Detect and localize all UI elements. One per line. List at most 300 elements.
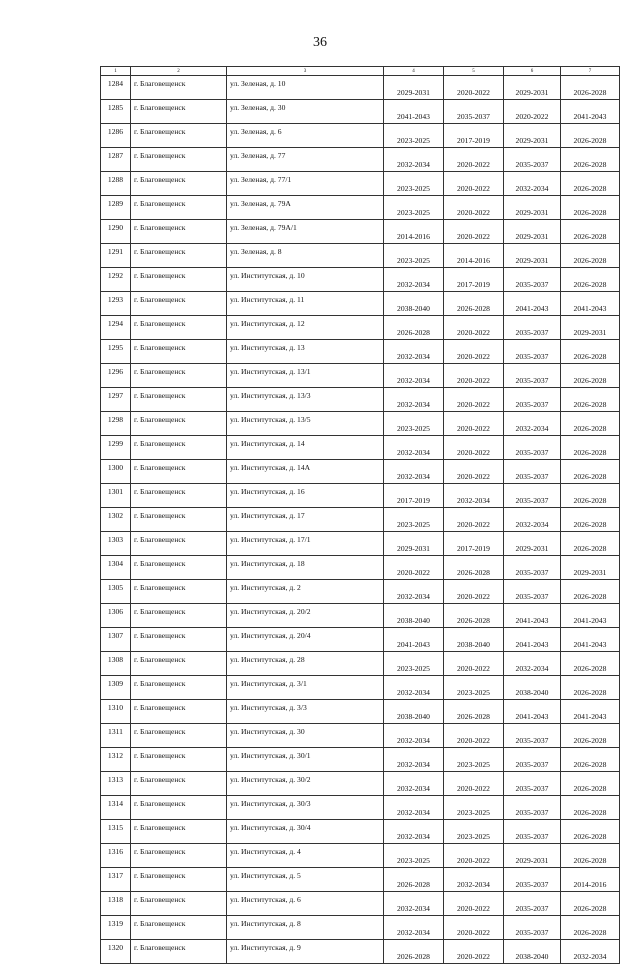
period-cell: 2020-2022	[444, 220, 504, 244]
period-cell: 2020-2022	[444, 652, 504, 676]
table-row	[101, 220, 620, 244]
period-cell: 2041-2043	[561, 292, 620, 316]
address-cell: ул. Институтская, д. 16	[227, 484, 384, 508]
period-cell: 2035-2037	[504, 724, 561, 748]
period-cell: 2023-2025	[444, 796, 504, 820]
table-row	[101, 820, 620, 844]
period-cell: 2032-2034	[384, 772, 444, 796]
row-number: 1299	[101, 436, 131, 460]
period-cell: 2023-2025	[384, 244, 444, 268]
period-cell: 2032-2034	[384, 460, 444, 484]
period-cell: 2020-2022	[444, 172, 504, 196]
page-number: 36	[313, 35, 327, 50]
period-cell: 2032-2034	[384, 748, 444, 772]
period-cell: 2041-2043	[561, 100, 620, 124]
row-number: 1297	[101, 388, 131, 412]
city-cell: г. Благовещенск	[131, 148, 227, 172]
table-row	[101, 580, 620, 604]
row-number: 1292	[101, 268, 131, 292]
period-cell: 2029-2031	[561, 556, 620, 580]
city-cell: г. Благовещенск	[131, 652, 227, 676]
period-cell: 2020-2022	[444, 196, 504, 220]
period-cell: 2026-2028	[384, 316, 444, 340]
period-cell: 2026-2028	[444, 556, 504, 580]
period-cell: 2029-2031	[504, 844, 561, 868]
column-number: 3	[227, 67, 384, 76]
table-row	[101, 172, 620, 196]
period-cell: 2020-2022	[444, 916, 504, 940]
row-number: 1298	[101, 412, 131, 436]
period-cell: 2041-2043	[384, 100, 444, 124]
column-number: 2	[131, 67, 227, 76]
table-row	[101, 76, 620, 100]
period-cell: 2026-2028	[561, 172, 620, 196]
address-cell: ул. Институтская, д. 20/4	[227, 628, 384, 652]
table-body	[101, 67, 620, 964]
city-cell: г. Благовещенск	[131, 580, 227, 604]
period-cell: 2032-2034	[384, 340, 444, 364]
period-cell: 2026-2028	[561, 820, 620, 844]
table-row	[101, 268, 620, 292]
address-cell: ул. Зеленая, д. 10	[227, 76, 384, 100]
period-cell: 2032-2034	[444, 868, 504, 892]
city-cell: г. Благовещенск	[131, 508, 227, 532]
period-cell: 2026-2028	[561, 436, 620, 460]
period-cell: 2020-2022	[444, 772, 504, 796]
row-number: 1285	[101, 100, 131, 124]
period-cell: 2035-2037	[504, 916, 561, 940]
city-cell: г. Благовещенск	[131, 556, 227, 580]
period-cell: 2026-2028	[561, 412, 620, 436]
period-cell: 2026-2028	[444, 292, 504, 316]
address-cell: ул. Институтская, д. 30/2	[227, 772, 384, 796]
table-row	[101, 772, 620, 796]
row-number: 1290	[101, 220, 131, 244]
period-cell: 2023-2025	[384, 844, 444, 868]
table-row	[101, 748, 620, 772]
row-number: 1314	[101, 796, 131, 820]
period-cell: 2041-2043	[561, 628, 620, 652]
period-cell: 2032-2034	[384, 724, 444, 748]
table-row	[101, 652, 620, 676]
city-cell: г. Благовещенск	[131, 76, 227, 100]
row-number: 1315	[101, 820, 131, 844]
period-cell: 2026-2028	[561, 388, 620, 412]
table-row	[101, 676, 620, 700]
table-row	[101, 796, 620, 820]
period-cell: 2023-2025	[384, 196, 444, 220]
address-cell: ул. Институтская, д. 13/1	[227, 364, 384, 388]
table-row	[101, 196, 620, 220]
period-cell: 2035-2037	[504, 340, 561, 364]
row-number: 1302	[101, 508, 131, 532]
period-cell: 2020-2022	[444, 76, 504, 100]
city-cell: г. Благовещенск	[131, 940, 227, 964]
period-cell: 2032-2034	[384, 916, 444, 940]
city-cell: г. Благовещенск	[131, 700, 227, 724]
city-cell: г. Благовещенск	[131, 460, 227, 484]
address-cell: ул. Институтская, д. 3/3	[227, 700, 384, 724]
period-cell: 2020-2022	[444, 508, 504, 532]
period-cell: 2035-2037	[444, 100, 504, 124]
period-cell: 2029-2031	[504, 532, 561, 556]
address-cell: ул. Институтская, д. 17/1	[227, 532, 384, 556]
period-cell: 2035-2037	[504, 868, 561, 892]
period-cell: 2032-2034	[384, 676, 444, 700]
row-number: 1301	[101, 484, 131, 508]
address-cell: ул. Зеленая, д. 30	[227, 100, 384, 124]
row-number: 1293	[101, 292, 131, 316]
period-cell: 2023-2025	[384, 508, 444, 532]
period-cell: 2023-2025	[444, 820, 504, 844]
period-cell: 2029-2031	[504, 196, 561, 220]
period-cell: 2035-2037	[504, 316, 561, 340]
table-row	[101, 916, 620, 940]
table-row	[101, 388, 620, 412]
period-cell: 2023-2025	[384, 652, 444, 676]
column-number: 6	[504, 67, 561, 76]
period-cell: 2026-2028	[384, 868, 444, 892]
period-cell: 2020-2022	[444, 436, 504, 460]
period-cell: 2023-2025	[384, 412, 444, 436]
period-cell: 2017-2019	[444, 532, 504, 556]
row-number: 1303	[101, 532, 131, 556]
row-number: 1310	[101, 700, 131, 724]
period-cell: 2020-2022	[444, 388, 504, 412]
row-number: 1305	[101, 580, 131, 604]
address-cell: ул. Институтская, д. 28	[227, 652, 384, 676]
table-row	[101, 628, 620, 652]
period-cell: 2020-2022	[444, 892, 504, 916]
table-row	[101, 700, 620, 724]
period-cell: 2020-2022	[444, 460, 504, 484]
row-number: 1284	[101, 76, 131, 100]
period-cell: 2020-2022	[444, 340, 504, 364]
period-cell: 2029-2031	[384, 532, 444, 556]
city-cell: г. Благовещенск	[131, 604, 227, 628]
period-cell: 2026-2028	[561, 532, 620, 556]
period-cell: 2029-2031	[561, 316, 620, 340]
row-number: 1312	[101, 748, 131, 772]
address-cell: ул. Институтская, д. 13/5	[227, 412, 384, 436]
table-row	[101, 604, 620, 628]
period-cell: 2026-2028	[561, 796, 620, 820]
period-cell: 2026-2028	[561, 508, 620, 532]
table-row	[101, 532, 620, 556]
table-row	[101, 124, 620, 148]
city-cell: г. Благовещенск	[131, 916, 227, 940]
period-cell: 2026-2028	[561, 748, 620, 772]
table-row	[101, 484, 620, 508]
period-cell: 2026-2028	[561, 724, 620, 748]
city-cell: г. Благовещенск	[131, 844, 227, 868]
period-cell: 2041-2043	[504, 700, 561, 724]
period-cell: 2035-2037	[504, 580, 561, 604]
period-cell: 2032-2034	[384, 892, 444, 916]
row-number: 1311	[101, 724, 131, 748]
city-cell: г. Благовещенск	[131, 220, 227, 244]
period-cell: 2026-2028	[561, 892, 620, 916]
column-number: 5	[444, 67, 504, 76]
period-cell: 2026-2028	[561, 676, 620, 700]
city-cell: г. Благовещенск	[131, 676, 227, 700]
period-cell: 2032-2034	[384, 436, 444, 460]
period-cell: 2038-2040	[384, 292, 444, 316]
row-number: 1291	[101, 244, 131, 268]
city-cell: г. Благовещенск	[131, 820, 227, 844]
row-number: 1304	[101, 556, 131, 580]
period-cell: 2032-2034	[504, 652, 561, 676]
period-cell: 2032-2034	[444, 484, 504, 508]
row-number: 1307	[101, 628, 131, 652]
address-cell: ул. Зеленая, д. 6	[227, 124, 384, 148]
row-number: 1308	[101, 652, 131, 676]
period-cell: 2023-2025	[444, 748, 504, 772]
city-cell: г. Благовещенск	[131, 892, 227, 916]
period-cell: 2032-2034	[384, 580, 444, 604]
period-cell: 2026-2028	[561, 484, 620, 508]
table-row	[101, 340, 620, 364]
column-number: 4	[384, 67, 444, 76]
city-cell: г. Благовещенск	[131, 532, 227, 556]
row-number: 1300	[101, 460, 131, 484]
address-cell: ул. Институтская, д. 17	[227, 508, 384, 532]
address-cell: ул. Институтская, д. 12	[227, 316, 384, 340]
table-row	[101, 460, 620, 484]
period-cell: 2020-2022	[444, 148, 504, 172]
period-cell: 2026-2028	[384, 940, 444, 964]
period-cell: 2032-2034	[504, 412, 561, 436]
period-cell: 2026-2028	[444, 700, 504, 724]
period-cell: 2035-2037	[504, 796, 561, 820]
row-number: 1287	[101, 148, 131, 172]
period-cell: 2026-2028	[561, 268, 620, 292]
period-cell: 2032-2034	[384, 364, 444, 388]
period-cell: 2026-2028	[561, 916, 620, 940]
period-cell: 2032-2034	[384, 268, 444, 292]
address-cell: ул. Институтская, д. 30/3	[227, 796, 384, 820]
period-cell: 2017-2019	[384, 484, 444, 508]
address-cell: ул. Институтская, д. 20/2	[227, 604, 384, 628]
row-number: 1309	[101, 676, 131, 700]
period-cell: 2020-2022	[444, 316, 504, 340]
address-cell: ул. Институтская, д. 30	[227, 724, 384, 748]
period-cell: 2017-2019	[444, 268, 504, 292]
period-cell: 2026-2028	[561, 220, 620, 244]
housing-schedule-table	[100, 66, 620, 964]
period-cell: 2038-2040	[384, 604, 444, 628]
table-row	[101, 292, 620, 316]
table-row	[101, 868, 620, 892]
period-cell: 2035-2037	[504, 556, 561, 580]
period-cell: 2026-2028	[561, 460, 620, 484]
row-number: 1296	[101, 364, 131, 388]
period-cell: 2020-2022	[444, 844, 504, 868]
address-cell: ул. Институтская, д. 30/1	[227, 748, 384, 772]
period-cell: 2035-2037	[504, 772, 561, 796]
address-cell: ул. Институтская, д. 30/4	[227, 820, 384, 844]
city-cell: г. Благовещенск	[131, 628, 227, 652]
city-cell: г. Благовещенск	[131, 364, 227, 388]
address-cell: ул. Институтская, д. 4	[227, 844, 384, 868]
period-cell: 2026-2028	[444, 604, 504, 628]
period-cell: 2035-2037	[504, 436, 561, 460]
address-cell: ул. Институтская, д. 13/3	[227, 388, 384, 412]
period-cell: 2026-2028	[561, 340, 620, 364]
table-row	[101, 844, 620, 868]
row-number: 1318	[101, 892, 131, 916]
address-cell: ул. Зеленая, д. 8	[227, 244, 384, 268]
period-cell: 2026-2028	[561, 844, 620, 868]
period-cell: 2041-2043	[384, 628, 444, 652]
period-cell: 2026-2028	[561, 244, 620, 268]
city-cell: г. Благовещенск	[131, 868, 227, 892]
period-cell: 2020-2022	[444, 940, 504, 964]
city-cell: г. Благовещенск	[131, 124, 227, 148]
city-cell: г. Благовещенск	[131, 340, 227, 364]
period-cell: 2038-2040	[384, 700, 444, 724]
row-number: 1295	[101, 340, 131, 364]
city-cell: г. Благовещенск	[131, 196, 227, 220]
row-number: 1286	[101, 124, 131, 148]
address-cell: ул. Институтская, д. 18	[227, 556, 384, 580]
address-cell: ул. Институтская, д. 13	[227, 340, 384, 364]
period-cell: 2023-2025	[384, 172, 444, 196]
table-row	[101, 724, 620, 748]
city-cell: г. Благовещенск	[131, 724, 227, 748]
row-number: 1319	[101, 916, 131, 940]
period-cell: 2032-2034	[561, 940, 620, 964]
period-cell: 2032-2034	[504, 172, 561, 196]
address-cell: ул. Зеленая, д. 77	[227, 148, 384, 172]
city-cell: г. Благовещенск	[131, 172, 227, 196]
city-cell: г. Благовещенск	[131, 436, 227, 460]
table-row	[101, 364, 620, 388]
city-cell: г. Благовещенск	[131, 388, 227, 412]
address-cell: ул. Зеленая, д. 79А/1	[227, 220, 384, 244]
period-cell: 2032-2034	[384, 820, 444, 844]
table-row	[101, 412, 620, 436]
address-cell: ул. Институтская, д. 5	[227, 868, 384, 892]
row-number: 1317	[101, 868, 131, 892]
period-cell: 2035-2037	[504, 388, 561, 412]
row-number: 1320	[101, 940, 131, 964]
table-row	[101, 436, 620, 460]
period-cell: 2035-2037	[504, 484, 561, 508]
period-cell: 2032-2034	[384, 388, 444, 412]
period-cell: 2038-2040	[504, 940, 561, 964]
period-cell: 2029-2031	[504, 124, 561, 148]
column-number: 1	[101, 67, 131, 76]
period-cell: 2026-2028	[561, 772, 620, 796]
period-cell: 2020-2022	[444, 364, 504, 388]
period-cell: 2020-2022	[444, 580, 504, 604]
address-cell: ул. Институтская, д. 14	[227, 436, 384, 460]
period-cell: 2041-2043	[504, 604, 561, 628]
row-number: 1313	[101, 772, 131, 796]
table-row	[101, 100, 620, 124]
column-number: 7	[561, 67, 620, 76]
city-cell: г. Благовещенск	[131, 268, 227, 292]
city-cell: г. Благовещенск	[131, 412, 227, 436]
address-cell: ул. Институтская, д. 9	[227, 940, 384, 964]
period-cell: 2020-2022	[444, 724, 504, 748]
period-cell: 2026-2028	[561, 148, 620, 172]
table-row	[101, 892, 620, 916]
period-cell: 2014-2016	[444, 244, 504, 268]
period-cell: 2017-2019	[444, 124, 504, 148]
address-cell: ул. Институтская, д. 8	[227, 916, 384, 940]
address-cell: ул. Институтская, д. 3/1	[227, 676, 384, 700]
period-cell: 2029-2031	[384, 76, 444, 100]
city-cell: г. Благовещенск	[131, 748, 227, 772]
row-number: 1294	[101, 316, 131, 340]
address-cell: ул. Зеленая, д. 79А	[227, 196, 384, 220]
period-cell: 2029-2031	[504, 76, 561, 100]
city-cell: г. Благовещенск	[131, 292, 227, 316]
period-cell: 2032-2034	[384, 148, 444, 172]
column-number-row	[101, 67, 620, 76]
period-cell: 2035-2037	[504, 892, 561, 916]
period-cell: 2026-2028	[561, 652, 620, 676]
table-row	[101, 940, 620, 964]
row-number: 1316	[101, 844, 131, 868]
city-cell: г. Благовещенск	[131, 316, 227, 340]
period-cell: 2041-2043	[504, 628, 561, 652]
period-cell: 2035-2037	[504, 148, 561, 172]
address-cell: ул. Институтская, д. 14А	[227, 460, 384, 484]
address-cell: ул. Институтская, д. 11	[227, 292, 384, 316]
address-cell: ул. Институтская, д. 2	[227, 580, 384, 604]
city-cell: г. Благовещенск	[131, 244, 227, 268]
row-number: 1288	[101, 172, 131, 196]
period-cell: 2020-2022	[384, 556, 444, 580]
table-row	[101, 148, 620, 172]
period-cell: 2035-2037	[504, 460, 561, 484]
city-cell: г. Благовещенск	[131, 772, 227, 796]
address-cell: ул. Институтская, д. 10	[227, 268, 384, 292]
period-cell: 2026-2028	[561, 580, 620, 604]
period-cell: 2035-2037	[504, 748, 561, 772]
address-cell: ул. Институтская, д. 6	[227, 892, 384, 916]
period-cell: 2038-2040	[444, 628, 504, 652]
period-cell: 2023-2025	[444, 676, 504, 700]
row-number: 1306	[101, 604, 131, 628]
period-cell: 2014-2016	[384, 220, 444, 244]
table-row	[101, 556, 620, 580]
period-cell: 2035-2037	[504, 820, 561, 844]
table-row	[101, 244, 620, 268]
city-cell: г. Благовещенск	[131, 484, 227, 508]
period-cell: 2032-2034	[504, 508, 561, 532]
row-number: 1289	[101, 196, 131, 220]
city-cell: г. Благовещенск	[131, 100, 227, 124]
period-cell: 2026-2028	[561, 364, 620, 388]
period-cell: 2023-2025	[384, 124, 444, 148]
period-cell: 2020-2022	[444, 412, 504, 436]
period-cell: 2014-2016	[561, 868, 620, 892]
table-row	[101, 508, 620, 532]
period-cell: 2041-2043	[504, 292, 561, 316]
period-cell: 2035-2037	[504, 268, 561, 292]
table-row	[101, 316, 620, 340]
period-cell: 2035-2037	[504, 364, 561, 388]
period-cell: 2029-2031	[504, 220, 561, 244]
period-cell: 2026-2028	[561, 76, 620, 100]
city-cell: г. Благовещенск	[131, 796, 227, 820]
period-cell: 2041-2043	[561, 604, 620, 628]
period-cell: 2026-2028	[561, 124, 620, 148]
